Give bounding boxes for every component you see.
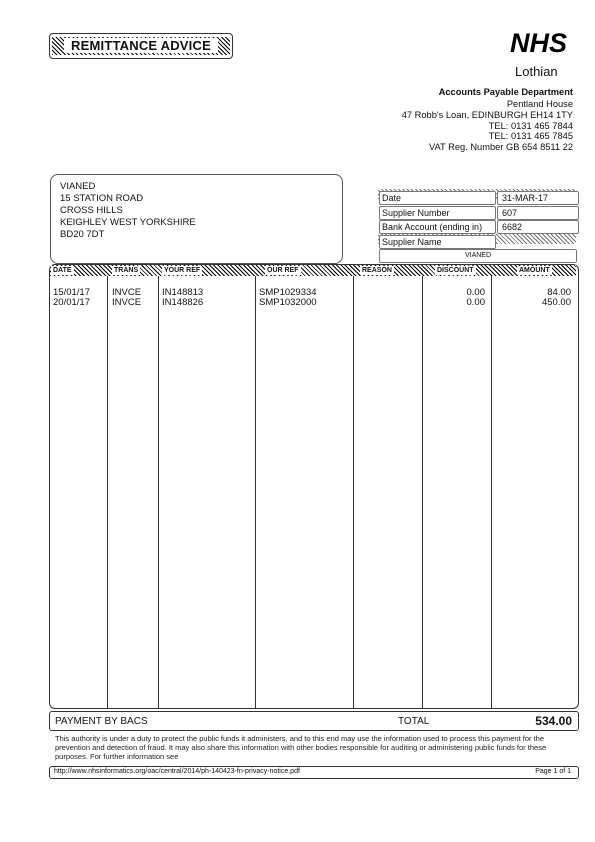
column-divider — [255, 265, 256, 708]
supplier-address-line: KEIGHLEY WEST YORKSHIRE — [60, 217, 196, 228]
page-number: Page 1 of 1 — [535, 768, 571, 775]
footer-url[interactable]: http://www.nhsinformatics.org/oac/central/2014/ph-140423-fn-privacy-notice.pdf — [54, 768, 300, 775]
column-divider — [353, 265, 354, 708]
row2-date: 20/01/17 — [53, 297, 90, 308]
transactions-table — [49, 264, 579, 709]
bank-account-value: 6682 — [497, 220, 579, 234]
address-street: 47 Robb's Loan, EDINBURGH EH14 1TY — [401, 110, 573, 120]
supplier-name-value: VIANED — [379, 249, 577, 263]
row2-trans: INVCE — [112, 297, 142, 308]
row1-amount: 84.00 — [547, 287, 571, 298]
row1-trans: INVCE — [112, 287, 142, 298]
supplier-address-line: 15 STATION ROAD — [60, 193, 144, 204]
address-tel2: TEL: 0131 465 7845 — [488, 131, 573, 141]
column-divider — [107, 265, 108, 708]
title-box — [49, 33, 233, 59]
row2-amount: 450.00 — [541, 297, 571, 308]
header-discount: DISCOUNT — [437, 267, 474, 274]
address-tel1: TEL: 0131 465 7844 — [488, 121, 573, 131]
address-building: Pentland House — [506, 99, 573, 109]
address-vat: VAT Reg. Number GB 654 8511 22 — [428, 142, 573, 152]
supplier-number-value: 607 — [497, 206, 579, 220]
header-our-ref: OUR REF — [267, 267, 299, 274]
column-divider — [158, 265, 159, 708]
header-trans: TRANS — [114, 267, 139, 274]
date-value: 31-MAR-17 — [497, 191, 579, 205]
nhs-logo-text: NHS — [510, 29, 568, 55]
document-title: REMITTANCE ADVICE — [64, 38, 218, 53]
supplier-number-label: Supplier Number — [379, 206, 496, 220]
supplier-address-line: BD20 7DT — [60, 229, 105, 240]
column-divider — [491, 265, 492, 708]
bank-account-label: Bank Account (ending in) — [379, 220, 496, 234]
column-divider — [422, 265, 423, 708]
logo-region: Lothian — [515, 64, 558, 79]
payment-method: PAYMENT BY BACS — [55, 716, 148, 727]
row1-our-ref: SMP1029334 — [259, 287, 317, 298]
header-reason: REASON — [362, 267, 392, 274]
row1-discount: 0.00 — [466, 287, 485, 298]
nhs-logo — [510, 29, 576, 55]
row2-discount: 0.00 — [466, 297, 485, 308]
total-label: TOTAL — [398, 716, 430, 727]
row2-your-ref: IN148826 — [162, 297, 204, 308]
header-amount: AMOUNT — [519, 267, 550, 274]
supplier-address-line: CROSS HILLS — [60, 205, 123, 216]
address-department: Accounts Payable Department — [438, 87, 573, 97]
privacy-notice: This authority is under a duty to protect the public funds it administers, and to this end may use the information used to process this payment for the prevention and detection of fraud. It may also share this information with other bodies responsible for auditing or administering public funds for these purposes. For further information see — [55, 734, 547, 761]
row2-our-ref: SMP1032000 — [259, 297, 317, 308]
header-your-ref: YOUR REF — [164, 267, 201, 274]
row1-your-ref: IN148813 — [162, 287, 204, 298]
supplier-name-label: Supplier Name — [379, 235, 496, 249]
total-amount: 534.00 — [535, 714, 572, 728]
date-label: Date — [379, 191, 496, 205]
header-date: DATE — [53, 267, 72, 274]
row1-date: 15/01/17 — [53, 287, 90, 298]
supplier-address-line: VIANED — [60, 181, 96, 192]
